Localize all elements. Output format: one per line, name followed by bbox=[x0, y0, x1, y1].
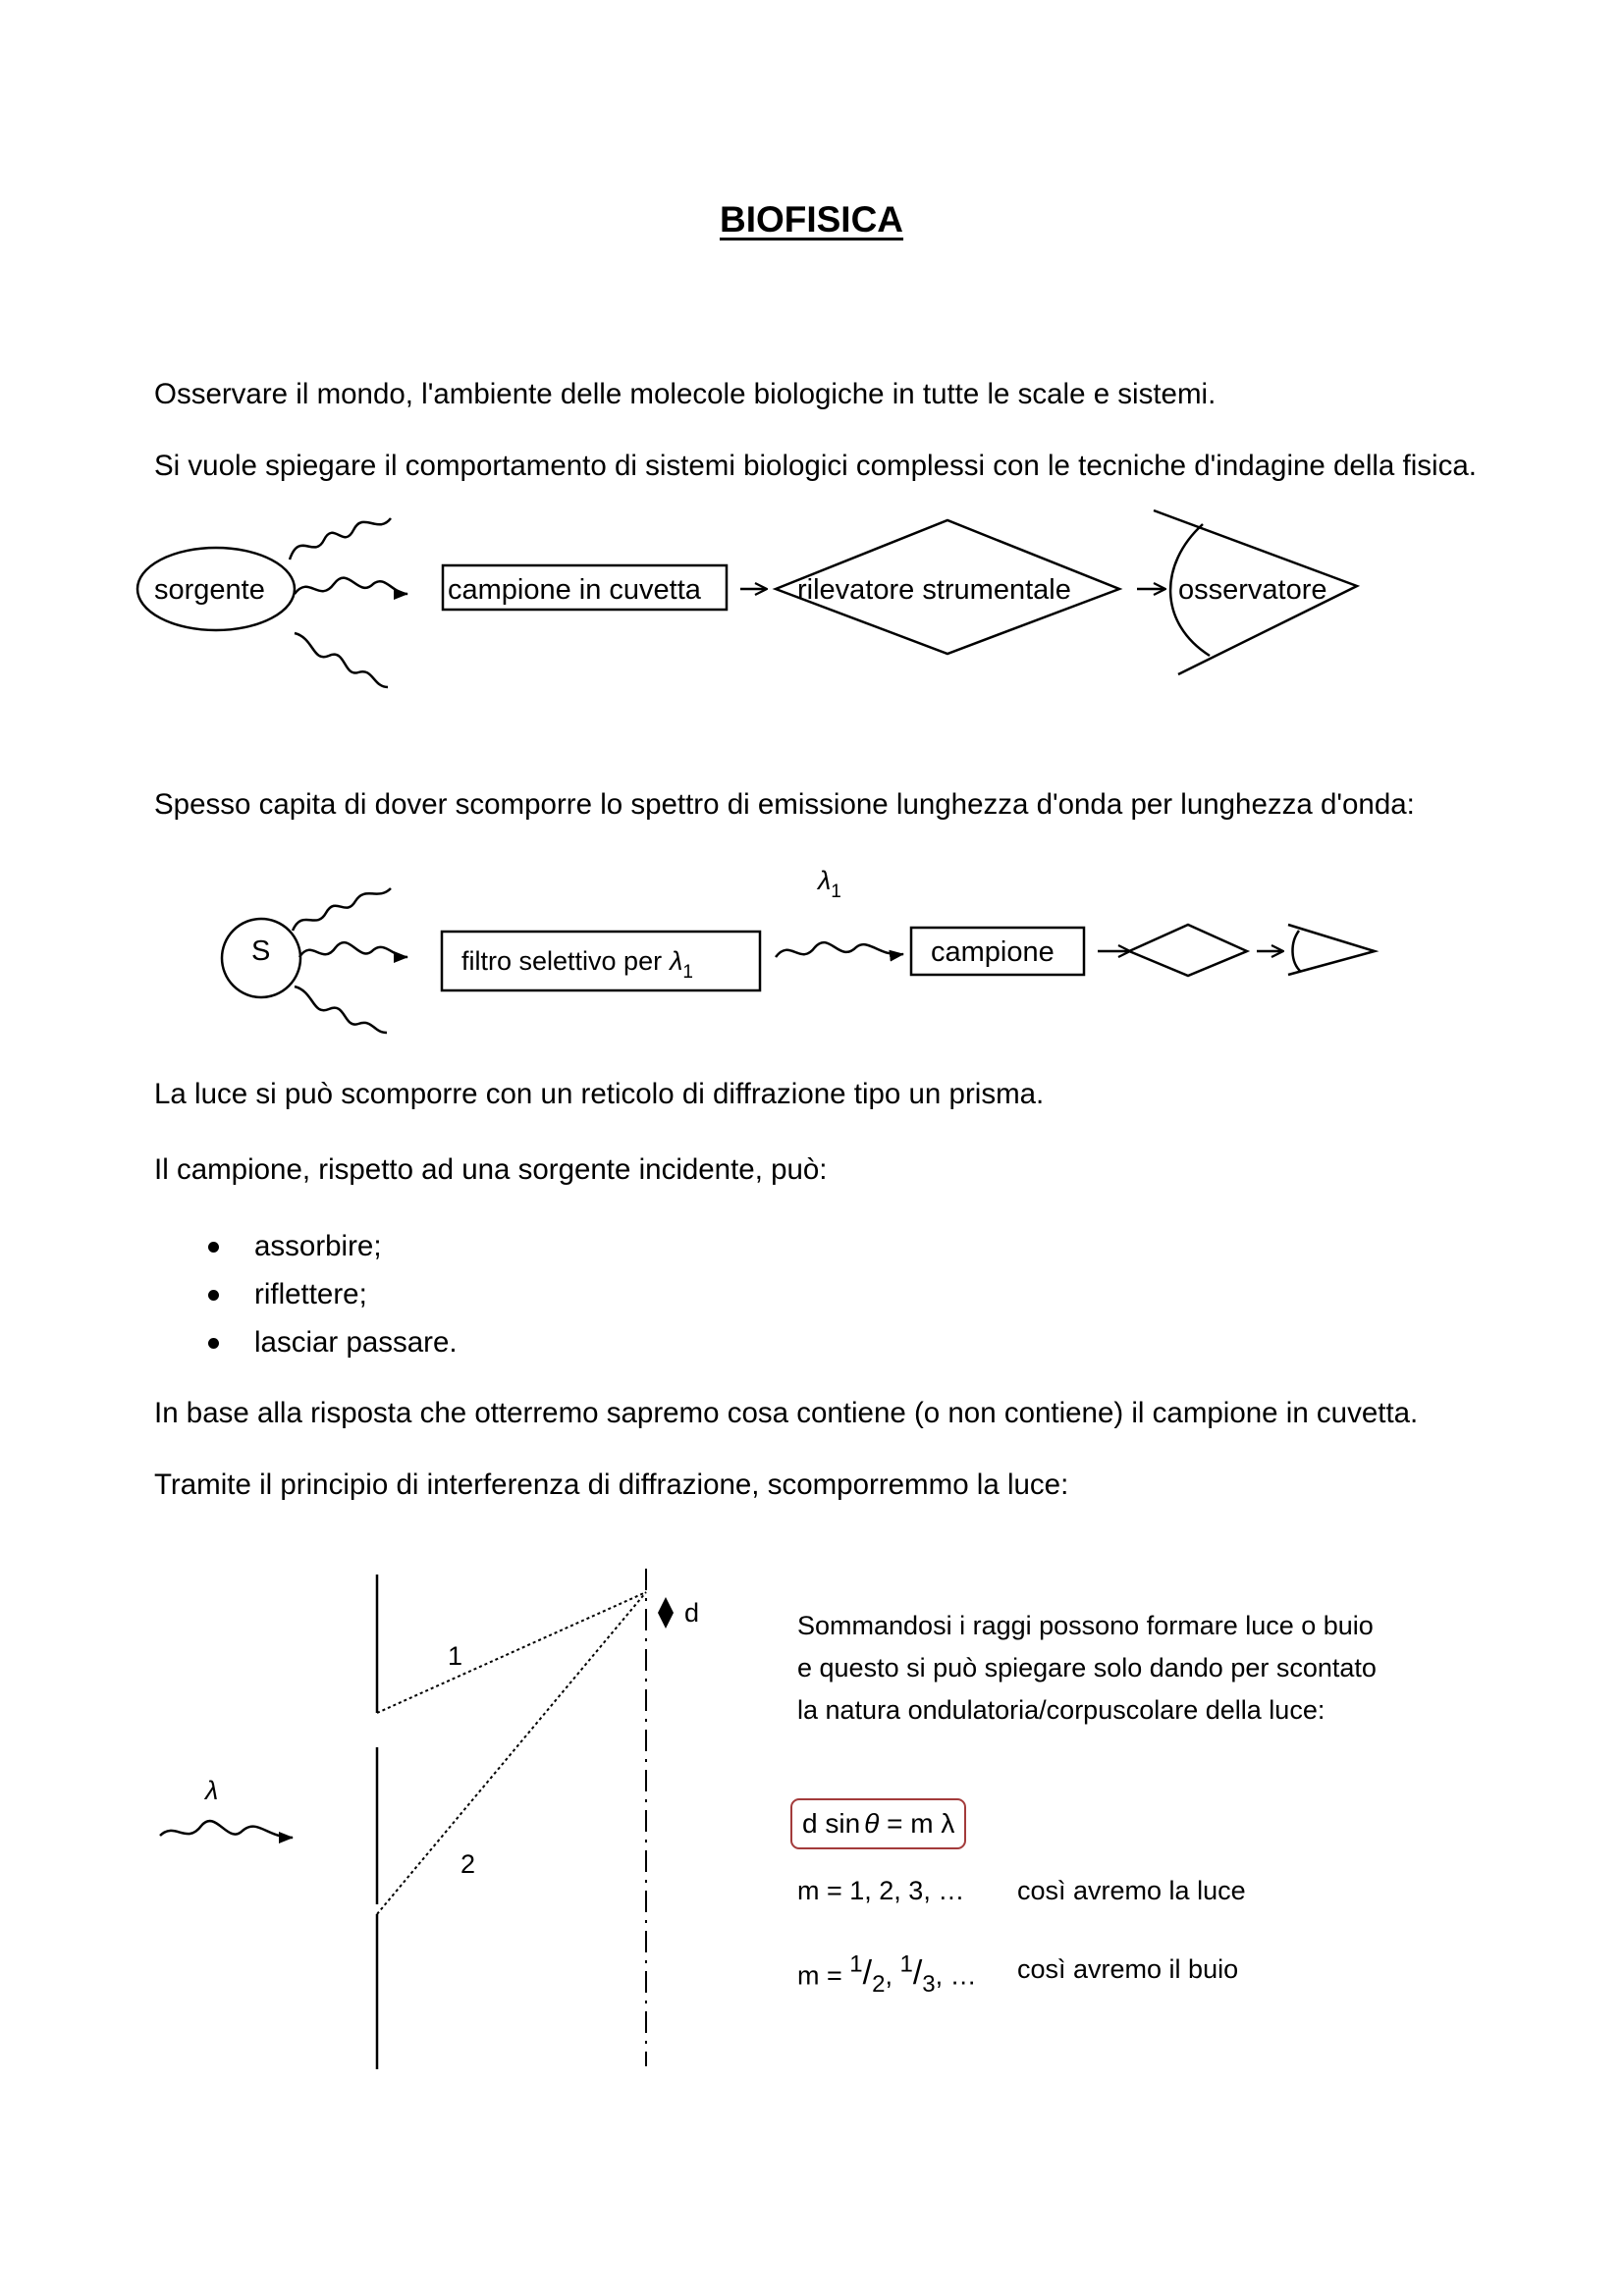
light-m-values: m = 1, 2, 3, … bbox=[797, 1876, 965, 1905]
filtered-wave-icon bbox=[776, 942, 903, 957]
source-s-label: S bbox=[251, 935, 271, 967]
filter-lambda: λ bbox=[670, 946, 683, 976]
spectral-selection-diagram bbox=[222, 866, 1375, 1033]
dark-frac-1: $^1/_2$ bbox=[849, 1951, 886, 1999]
wavy-ray-bottom-icon bbox=[295, 633, 388, 687]
formula-rest: = m λ bbox=[879, 1808, 955, 1839]
formula-d-sin: d sin bbox=[802, 1808, 861, 1839]
ray-2-dotted bbox=[377, 1592, 646, 1914]
list-item: assorbire; bbox=[154, 1225, 458, 1273]
lambda1-sub: 1 bbox=[831, 881, 841, 902]
dark-m-values bbox=[797, 1946, 977, 2004]
dark-sep: , bbox=[885, 1960, 900, 1991]
detector-label: rilevatore strumentale bbox=[797, 574, 1071, 606]
purpose-paragraph: Si vuole spiegare il comportamento di sistemi biologici complessi con le tecniche d'indagine della fisica. bbox=[154, 450, 1477, 482]
small-detector-diamond bbox=[1129, 925, 1247, 976]
small-observer-eye-icon bbox=[1288, 925, 1375, 975]
spectrum-paragraph: Spesso capita di dover scomporre lo spettro di emissione lunghezza d'onda per lunghezza d'onda: bbox=[154, 788, 1415, 821]
filter-text: filtro selettivo per bbox=[461, 946, 663, 976]
list-item: riflettere; bbox=[154, 1273, 458, 1321]
sample-intro-paragraph: Il campione, rispetto ad una sorgente incidente, può: bbox=[154, 1153, 828, 1186]
wavy-ray-middle-icon bbox=[295, 578, 407, 594]
result-paragraph: In base alla risposta che otterremo sapremo cosa contiene (o non contiene) il campione in cuvetta. bbox=[154, 1397, 1419, 1429]
page-title: BIOFISICA bbox=[719, 199, 904, 240]
observer-label: osservatore bbox=[1178, 574, 1327, 606]
dark-suffix: , … bbox=[935, 1960, 977, 1991]
wavy-ray-s-middle-icon bbox=[299, 942, 407, 957]
grating-paragraph: La luce si può scomporre con un reticolo di diffrazione tipo un prisma. bbox=[154, 1078, 1045, 1110]
incident-lambda-label: λ bbox=[205, 1776, 219, 1805]
dark-frac-2: $^1/_3$ bbox=[899, 1951, 936, 1999]
d-spacing-marker-icon bbox=[658, 1597, 674, 1629]
dark-frac-2-num: 1 bbox=[899, 1951, 913, 1978]
wavy-ray-s-bottom-icon bbox=[295, 987, 387, 1033]
interference-paragraph: Tramite il principio di interferenza di diffrazione, scomporremmo la luce: bbox=[154, 1468, 1069, 1501]
diffraction-formula bbox=[790, 1798, 966, 1849]
d-label: d bbox=[684, 1598, 700, 1628]
lambda1-symbol: λ bbox=[818, 866, 832, 895]
source-label: sorgente bbox=[154, 574, 265, 606]
light-description: così avremo la luce bbox=[1017, 1876, 1246, 1905]
ray-2-label: 2 bbox=[460, 1849, 476, 1879]
ray-1-label: 1 bbox=[448, 1641, 463, 1671]
filter-label bbox=[461, 946, 693, 983]
dark-frac-1-den: 2 bbox=[872, 1971, 886, 1999]
sample2-label: campione bbox=[931, 936, 1055, 968]
dark-description: così avremo il buio bbox=[1017, 1954, 1239, 1984]
list-item: lasciar passare. bbox=[154, 1321, 458, 1369]
incident-wave-icon bbox=[160, 1821, 293, 1838]
diffraction-diagram bbox=[160, 1569, 699, 2069]
ray-1-dotted bbox=[377, 1592, 646, 1713]
dark-frac-2-den: 3 bbox=[922, 1971, 936, 1999]
explanation-text: Sommandosi i raggi possono formare luce o buio e questo si può spiegare solo dando per scontato la natura ondulatoria/corpuscolare della luce: bbox=[797, 1611, 1377, 1725]
wavy-ray-s-top-icon bbox=[293, 888, 391, 931]
sample-label: campione in cuvetta bbox=[448, 574, 701, 606]
dark-frac-1-num: 1 bbox=[849, 1951, 863, 1978]
formula-theta: θ bbox=[864, 1808, 880, 1839]
sample-behaviour-list bbox=[154, 1225, 458, 1369]
intro-paragraph: Osservare il mondo, l'ambiente delle molecole biologiche in tutte le scale e sistemi. bbox=[154, 378, 1217, 410]
dark-m-prefix: m = bbox=[797, 1960, 850, 1991]
filter-lambda-sub: 1 bbox=[682, 962, 693, 983]
lambda1-label bbox=[816, 866, 841, 902]
wavy-ray-top-icon bbox=[290, 518, 391, 560]
small-observer-lens-icon bbox=[1292, 931, 1301, 972]
